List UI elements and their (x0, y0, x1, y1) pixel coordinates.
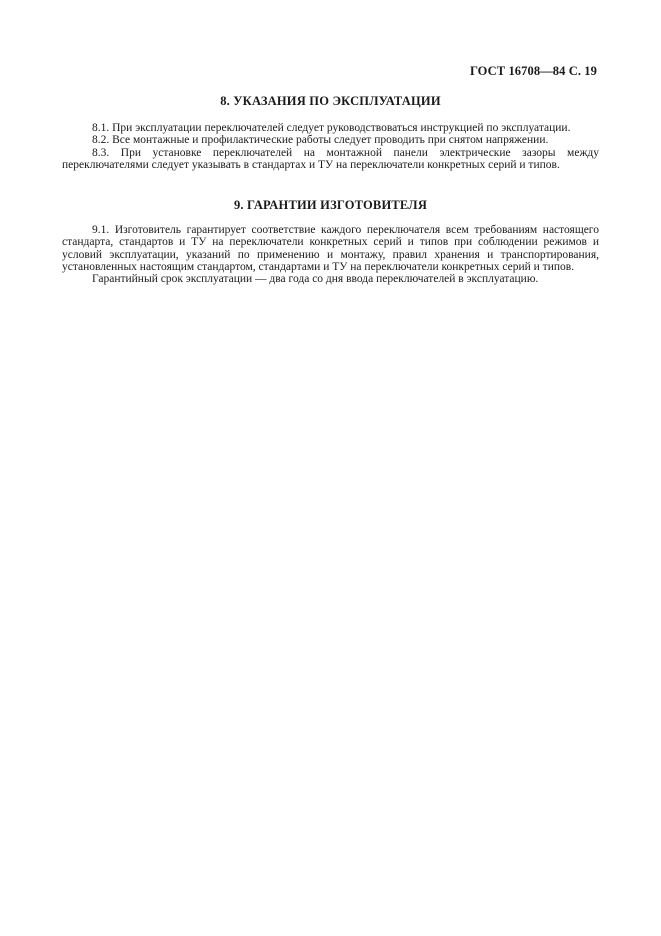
paragraph-8-3: 8.3. При установке переключателей на монтажной панели электрические зазоры между переключателями следует указывать в стандартах и ТУ на переключатели конкретных серий и типов. (62, 146, 599, 171)
section-8-body (62, 122, 599, 171)
paragraph-9-warranty: Гарантийный срок эксплуатации — два года со дня ввода переключателей в эксплуатацию. (92, 273, 539, 286)
section-9-body (62, 224, 599, 285)
paragraph-8-2: 8.2. Все монтажные и профилактические работы следует проводить при снятом напряжении. (92, 134, 549, 147)
section-8-title: 8. УКАЗАНИЯ ПО ЭКСПЛУАТАЦИИ (220, 94, 441, 108)
paragraph-9-1: 9.1. Изготовитель гарантирует соответствие каждого переключателя всем требованиям настоящего стандарта, стандартов и ТУ на переключатели конкретных серий и типов при соблюдении режимов и условий эксплуатации, указаний по применению и монтажу, правил хранения и транспортирования, установленных настоящим стандартом, стандартами и ТУ на переключатели конкретных серий и типов. (62, 224, 599, 273)
paragraph-8-1: 8.1. При эксплуатации переключателей следует руководствоваться инструкцией по эксплуатации. (92, 122, 571, 134)
section-9-title: 9. ГАРАНТИИ ИЗГОТОВИТЕЛЯ (233, 198, 428, 212)
page-header-doc-ref: ГОСТ 16708—84 С. 19 (469, 64, 597, 78)
